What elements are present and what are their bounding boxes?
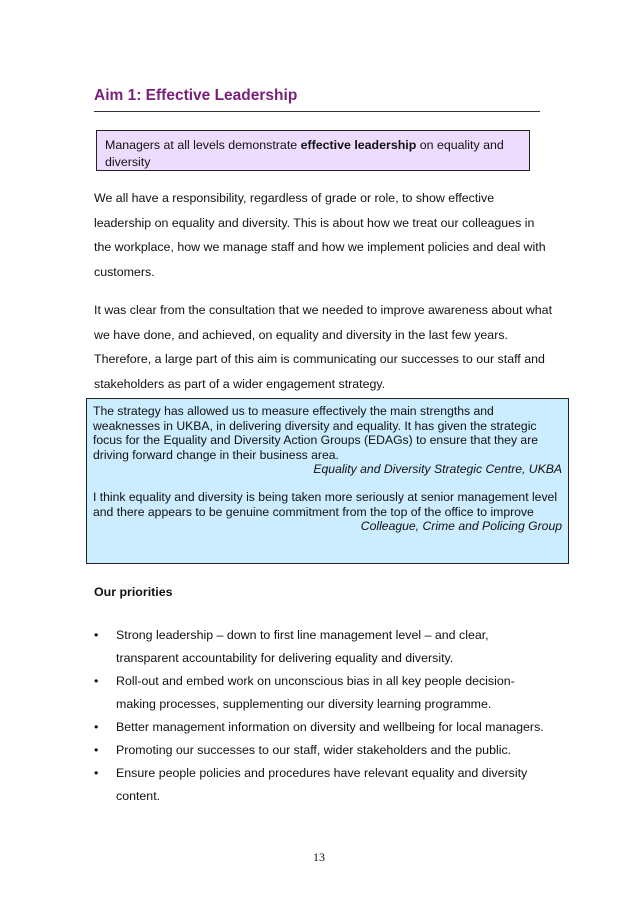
list-item xyxy=(94,716,554,739)
bullet-icon: • xyxy=(94,674,99,688)
page-number: 13 xyxy=(313,850,325,864)
quote-attribution-1: Equality and Diversity Strategic Centre, UKBA xyxy=(313,462,562,477)
quotes-box xyxy=(86,398,569,564)
quote-attribution-2: Colleague, Crime and Policing Group xyxy=(360,519,562,534)
list-item-text: Promoting our successes to our staff, wider stakeholders and the public. xyxy=(116,743,512,757)
bullet-icon: • xyxy=(94,766,99,780)
list-item xyxy=(94,624,554,670)
bullet-icon: • xyxy=(94,628,99,642)
list-item-text: Roll-out and embed work on unconscious bias in all key people decision-making processes, supplementing our diversity learning programme. xyxy=(116,674,515,711)
aim-statement-emphasis: effective leadership xyxy=(300,138,417,152)
priorities-list xyxy=(94,624,554,808)
aim-statement-box xyxy=(96,130,530,171)
list-item-text: Better management information on diversity and wellbeing for local managers. xyxy=(116,720,544,734)
list-item-text: Ensure people policies and procedures have relevant equality and diversity content. xyxy=(116,766,528,803)
aim-statement-text-end: on equality and diversity xyxy=(105,138,504,169)
list-item-text: Strong leadership – down to first line management level – and clear, transparent accountability for delivering equality and diversity. xyxy=(116,628,489,665)
aim-statement-text: Managers at all levels demonstrate xyxy=(105,138,301,152)
list-item xyxy=(94,739,554,762)
body-paragraph-1: We all have a responsibility, regardless of grade or role, to show effective leadership on equality and diversity. This is about how we treat our colleagues in the workplace, how we manage staff and how we implement policies and deal with customers. xyxy=(94,191,546,279)
list-item xyxy=(94,670,554,716)
priorities-heading: Our priorities xyxy=(94,585,173,599)
body-paragraph-2: It was clear from the consultation that we needed to improve awareness about what we have done, and achieved, on equality and diversity in the last few years. Therefore, a large part of this aim is communicating our successes to our staff and stakeholders as part of a wider engagement strategy. xyxy=(94,303,553,391)
heading-underline xyxy=(94,111,540,112)
section-heading: Aim 1: Effective Leadership xyxy=(94,87,298,104)
bullet-icon: • xyxy=(94,720,99,734)
bullet-icon: • xyxy=(94,743,99,757)
quote-text-1: The strategy has allowed us to measure effectively the main strengths and weaknesses in UKBA, in delivering diversity and equality. It has given the strategic focus for the Equality and Diversity Action Groups (EDAGs) to ensure that they are driving forward change in their business area. xyxy=(93,404,539,462)
list-item xyxy=(94,762,554,808)
quote-text-2: I think equality and diversity is being taken more seriously at senior management level and there appears to be genuine commitment from the top of the office to improve xyxy=(93,489,558,519)
